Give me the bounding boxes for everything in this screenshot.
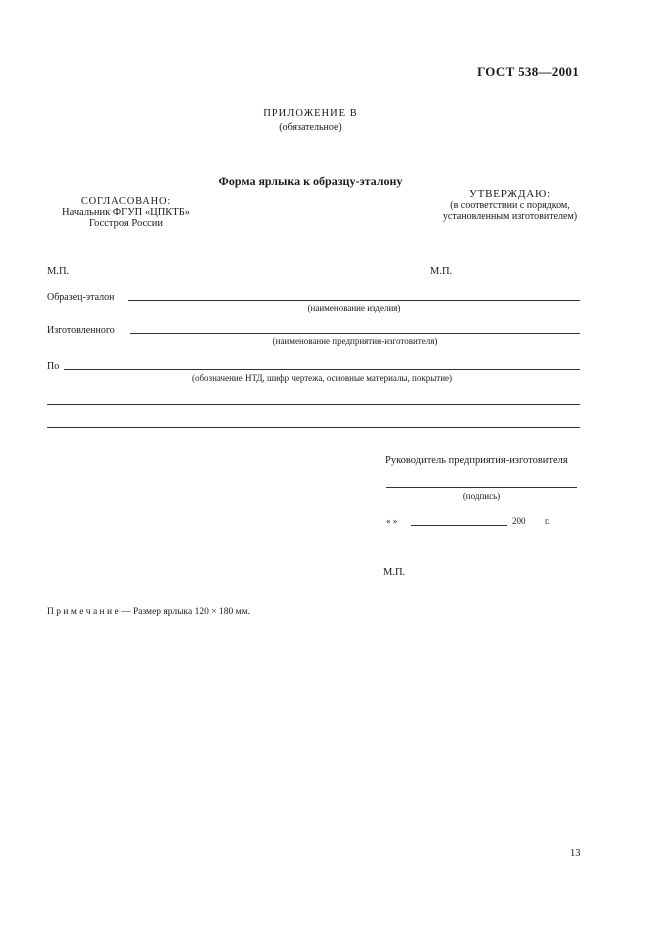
by-label: По xyxy=(47,361,60,372)
size-note-prefix: П р и м е ч а н и е xyxy=(47,607,119,617)
maker-note: (наименование предприятия-изготовителя) xyxy=(272,336,438,346)
appendix-subtitle: (обязательное) xyxy=(279,122,342,133)
appendix-title: ПРИЛОЖЕНИЕ В xyxy=(263,108,358,119)
stamp-left: М.П. xyxy=(47,266,70,277)
stamp-signature: М.П. xyxy=(383,567,406,578)
by-line xyxy=(64,369,580,370)
date-line xyxy=(411,525,507,526)
blank-line-2 xyxy=(47,427,580,428)
size-note xyxy=(47,607,250,617)
form-title: Форма ярлыка к образцу-эталону xyxy=(218,174,403,188)
sample-label: Образец-эталон xyxy=(47,292,115,303)
standard-number: ГОСТ 538—2001 xyxy=(477,64,579,79)
stamp-right: М.П. xyxy=(430,266,453,277)
approve-line-1: (в соответствии с порядком, xyxy=(450,200,570,211)
agreed-line-1: Начальник ФГУП «ЦПКТБ» xyxy=(62,207,190,218)
maker-line xyxy=(130,333,580,334)
agreed-block xyxy=(44,196,208,229)
date-year-suffix: г. xyxy=(545,516,550,526)
sample-note: (наименование изделия) xyxy=(307,303,401,313)
signature-line xyxy=(386,487,577,488)
approve-block xyxy=(420,189,600,222)
date-quotes: « » xyxy=(386,516,398,526)
sample-line xyxy=(128,300,580,301)
approve-line-2: установленным изготовителем) xyxy=(442,211,578,222)
blank-line-1 xyxy=(47,404,580,405)
approve-heading: УТВЕРЖДАЮ: xyxy=(469,188,551,200)
signature-head: Руководитель предприятия-изготовителя xyxy=(385,455,568,466)
maker-label: Изготовленного xyxy=(47,325,115,336)
size-note-text: — Размер ярлыка 120 × 180 мм. xyxy=(118,607,250,617)
agreed-heading: СОГЛАСОВАНО: xyxy=(80,196,172,207)
signature-note: (подпись) xyxy=(462,491,501,501)
page-number: 13 xyxy=(570,848,581,859)
by-note: (обозначение НТД, шифр чертежа, основные материалы, покрытие) xyxy=(191,373,453,383)
agreed-line-2: Госстроя России xyxy=(88,218,164,229)
date-year: 200 xyxy=(512,516,526,526)
